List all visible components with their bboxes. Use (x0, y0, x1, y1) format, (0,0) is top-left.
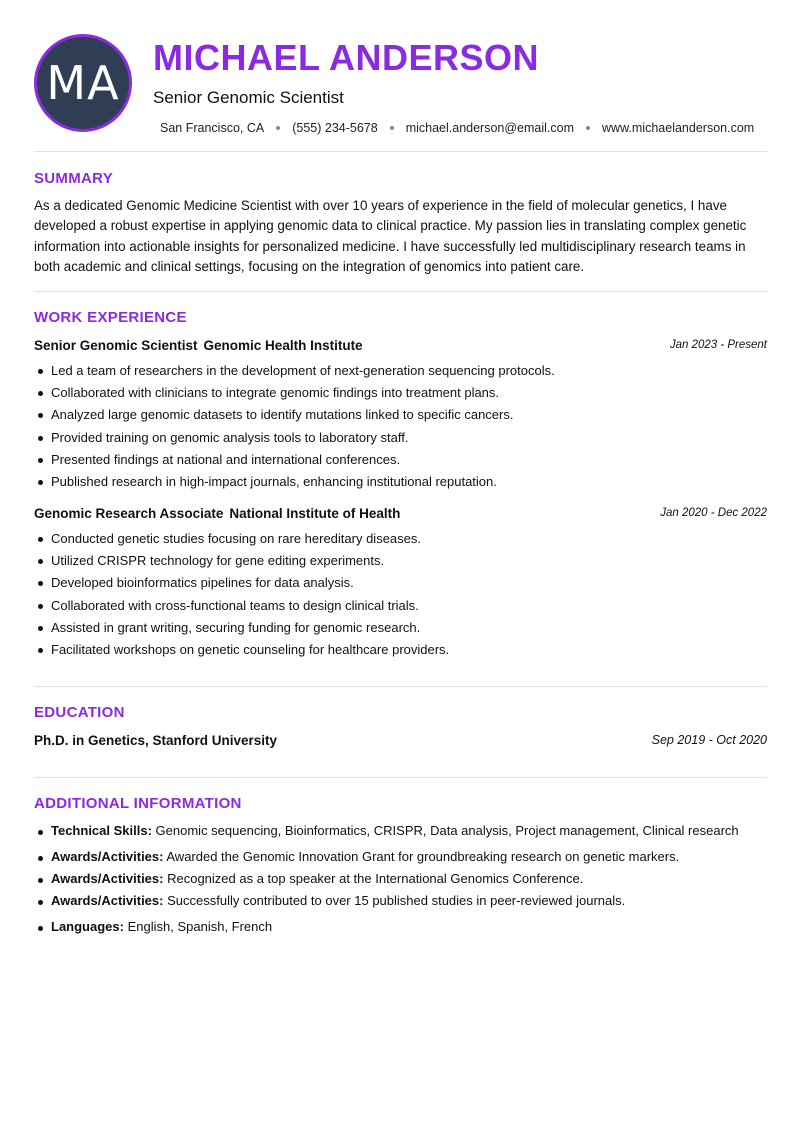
list-item: Conducted genetic studies focusing on rare hereditary diseases. (34, 528, 767, 550)
education-degree: Ph.D. in Genetics, Stanford University (34, 733, 278, 748)
contact-email: michael.anderson@email.com (405, 121, 575, 135)
job-header (34, 505, 767, 525)
job-bullets (34, 360, 767, 493)
list-item (34, 893, 625, 908)
avatar (34, 34, 132, 132)
job-role: Genomic Research Associate (34, 506, 224, 521)
info-value: Successfully contributed to over 15 published studies in peer-reviewed journals. (167, 893, 626, 908)
education-heading: EDUCATION (34, 704, 125, 721)
section-divider (34, 686, 767, 687)
job-role-line (34, 338, 363, 353)
job-company: National Institute of Health (229, 506, 401, 521)
info-value: Recognized as a top speaker at the International Genomics Conference. (167, 871, 584, 886)
list-item: Provided training on genomic analysis tools to laboratory staff. (34, 427, 767, 449)
resume-page (34, 0, 767, 1130)
list-item (34, 919, 272, 934)
additional-section (34, 795, 767, 934)
job-dates: Jan 2020 - Dec 2022 (660, 507, 767, 519)
contact-location: San Francisco, CA (160, 121, 265, 135)
avatar-initials: MA (46, 56, 120, 110)
list-item: Collaborated with cross-functional teams to design clinical trials. (34, 595, 767, 617)
contact-separator (276, 126, 280, 130)
education-entry (34, 732, 767, 752)
job-bullets (34, 528, 767, 661)
candidate-name: MICHAEL ANDERSON (153, 37, 540, 78)
list-item: Collaborated with clinicians to integrate genomic findings into treatment plans. (34, 382, 767, 404)
list-item: Utilized CRISPR technology for gene editing experiments. (34, 550, 767, 572)
list-item (34, 823, 739, 838)
list-item: Presented findings at national and international conferences. (34, 449, 767, 471)
info-label: Technical Skills: (51, 823, 152, 838)
section-divider (34, 291, 767, 292)
contact-line (160, 121, 754, 135)
experience-heading: WORK EXPERIENCE (34, 309, 187, 326)
job-dates: Jan 2023 - Present (669, 339, 767, 351)
info-label: Awards/Activities: (51, 893, 164, 908)
summary-heading: SUMMARY (34, 170, 114, 187)
info-label: Awards/Activities: (51, 849, 164, 864)
list-item: Published research in high-impact journals, enhancing institutional reputation. (34, 471, 767, 493)
resume-header (34, 0, 767, 152)
list-item (34, 871, 583, 886)
list-item (34, 849, 679, 864)
section-divider (34, 777, 767, 778)
job-header (34, 337, 767, 357)
info-value: Genomic sequencing, Bioinformatics, CRISPR, Data analysis, Project management, Clinical research (155, 823, 739, 838)
info-value: Awarded the Genomic Innovation Grant for groundbreaking research on genetic markers. (166, 849, 680, 864)
education-section (34, 704, 767, 752)
experience-section (34, 309, 767, 658)
info-label: Languages: (51, 919, 124, 934)
list-item: Facilitated workshops on genetic counseling for healthcare providers. (34, 639, 767, 661)
job-entry (34, 337, 767, 493)
contact-phone: (555) 234-5678 (292, 121, 378, 135)
job-role: Senior Genomic Scientist (34, 338, 198, 353)
additional-heading: ADDITIONAL INFORMATION (34, 795, 242, 812)
summary-text: As a dedicated Genomic Medicine Scientist with over 10 years of experience in the field of molecular genetics, I have developed a robust expertise in applying genomic data to clinical practice. My passion lies in translating complex genetic information into actionable insights for personalized medicine. I have successfully led multidisciplinary research teams in both academic and clinical settings, focusing on the integration of genomics into patient care. (34, 198, 747, 274)
list-item: Analyzed large genomic datasets to identify mutations linked to specific cancers. (34, 404, 767, 426)
contact-separator (390, 126, 394, 130)
list-item: Led a team of researchers in the development of next-generation sequencing protocols. (34, 360, 767, 382)
info-value: English, Spanish, French (127, 919, 273, 934)
education-dates: Sep 2019 - Oct 2020 (651, 733, 767, 747)
job-role-line (34, 506, 400, 521)
job-entry (34, 505, 767, 661)
contact-separator (586, 126, 590, 130)
candidate-title: Senior Genomic Scientist (153, 88, 344, 107)
list-item: Developed bioinformatics pipelines for data analysis. (34, 572, 767, 594)
info-label: Awards/Activities: (51, 871, 164, 886)
list-item: Assisted in grant writing, securing funding for genomic research. (34, 617, 767, 639)
summary-section (34, 170, 767, 277)
job-company: Genomic Health Institute (203, 338, 363, 353)
contact-website: www.michaelanderson.com (602, 121, 755, 135)
